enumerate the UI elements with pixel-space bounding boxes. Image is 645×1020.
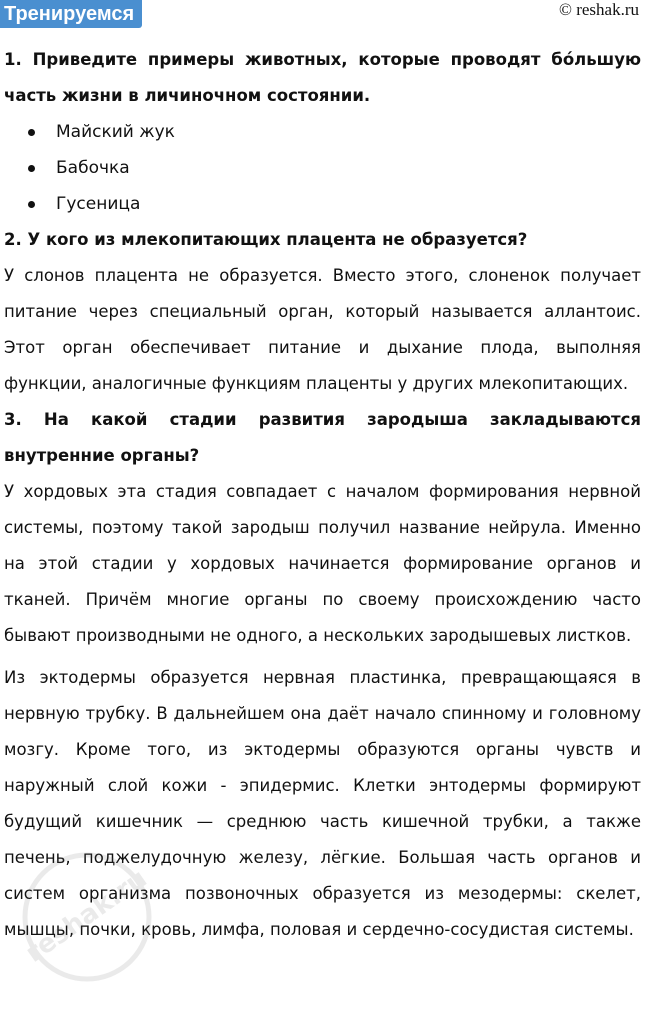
watermark-text: reshak.ru: [20, 863, 153, 969]
list-item: Гусеница: [28, 186, 645, 222]
answer-2: У слонов плацента не образуется. Вместо этого, слоненок получает питание через специальный орган, который называется аллантоис. Этот орган обеспечивает питание и дыхание плода, выполняя функции, аналогичные функциям плаценты у других млекопитающих.: [4, 266, 641, 393]
answer-3-paragraph-1: У хордовых эта стадия совпадает с началом формирования нервной системы, поэтому такой зародыш получил название нейрула. Именно на этой стадии у хордовых начинается формирование органов и тканей. Причём многие органы по своему происхождению часто бывают производными не одного, а нескольких зародышевых листков.: [4, 482, 641, 645]
answer-3-paragraph-2: Из эктодермы образуется нервная пластинка, превращающаяся в нервную трубку. В дальнейшем она даёт начало спинному и головному мозгу. Кроме того, из эктодермы образуются органы чувств и наружный слой кожи - эпидермис. Клетки энтодермы формируют будущий кишечник — среднюю часть кишечной трубки, а также печень, поджелудочную железу, лёгкие. Большая часть органов и систем организма позвоночных образуется из мезодермы: скелет, мышцы, почки, кровь, лимфа, половая и сердечно-сосудистая системы.: [4, 668, 641, 939]
copyright-label: © reshak.ru: [559, 0, 639, 19]
header: [0, 0, 645, 36]
list-item: Майский жук: [28, 114, 645, 150]
answer-1-list: [0, 114, 645, 222]
question-2: 2. У кого из млекопитающих плацента не образуется?: [4, 230, 528, 249]
question-3: 3. На какой стадии развития зародыша закладываются внутренние органы?: [4, 410, 641, 465]
content: [0, 42, 645, 948]
section-badge: Тренируемся: [0, 0, 142, 28]
question-1: 1. Приведите примеры животных, которые проводят бóльшую часть жизни в личиночном состоянии.: [4, 50, 641, 105]
list-item: Бабочка: [28, 150, 645, 186]
